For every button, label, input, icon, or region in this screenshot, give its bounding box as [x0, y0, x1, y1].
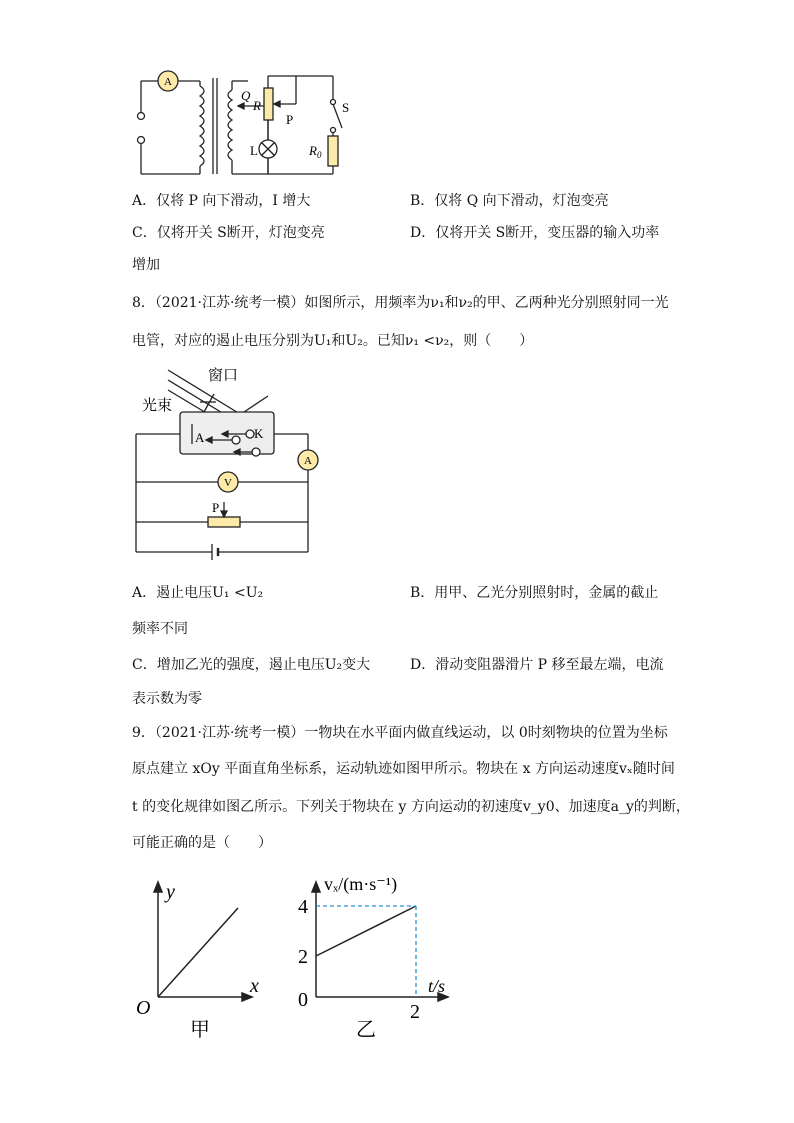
- velocity-time-graph-yi: [290, 866, 470, 1042]
- ammeter-label: A: [164, 76, 172, 88]
- resistor-label-r: R: [253, 98, 261, 113]
- voltmeter-label: V: [224, 477, 232, 489]
- axis-label-t: t/s: [428, 976, 446, 996]
- axis-label-vx: vₓ/(m·s⁻¹): [324, 874, 398, 894]
- origin-label: O: [136, 997, 151, 1019]
- tick-label-2: 2: [298, 946, 308, 968]
- cathode-label: K: [254, 426, 264, 441]
- q8-option-d-continued: 表示数为零: [132, 691, 202, 707]
- q9-stem-line-3: t 的变化规律如图乙所示。下列关于物块在 y 方向运动的初速度v_y0、加速度a_y的判断，: [132, 799, 690, 815]
- q9-stem-line-1: 9．（2021·江苏·统考一模）一物块在水平面内做直线运动，以 0时刻物块的位置为坐标: [132, 725, 668, 741]
- q8-option-c: C．增加乙光的强度，遏止电压U₂变大: [132, 657, 371, 673]
- q7-option-c: C．仅将开关 S断开，灯泡变亮: [132, 225, 325, 241]
- graph-caption-yi: 乙: [356, 1019, 376, 1041]
- q9-stem-line-2: 原点建立 xOy 平面直角坐标系，运动轨迹如图甲所示。物块在 x 方向运动速度vₓ随时间: [132, 761, 675, 777]
- slider-label-p: P: [286, 112, 294, 127]
- axis-label-x: x: [250, 975, 259, 997]
- resistor-label-r0: $R_0$: [309, 143, 322, 160]
- lamp-label-l: L: [250, 143, 258, 158]
- slider-label: P: [212, 500, 220, 515]
- graph-caption-jia: 甲: [190, 1019, 210, 1041]
- tap-label-q: Q: [241, 88, 251, 103]
- q7-option-a: A．仅将 P 向下滑动，I 增大: [132, 193, 311, 209]
- q7-option-b: B．仅将 Q 向下滑动，灯泡变亮: [410, 193, 609, 209]
- q8-option-b-continued: 频率不同: [132, 621, 188, 637]
- q8-option-d: D．滑动变阻器滑片 P 移至最左端，电流: [410, 657, 664, 673]
- transformer-circuit-diagram: [128, 66, 368, 184]
- q9-stem-line-4: 可能正确的是（ ）: [132, 835, 272, 851]
- q7-option-d: D．仅将开关 S断开，变压器的输入功率: [410, 225, 660, 241]
- trajectory-graph-jia: [132, 872, 272, 1042]
- tick-label-0: 0: [298, 989, 308, 1011]
- switch-label-s: S: [342, 100, 350, 115]
- window-label: 窗口: [208, 368, 239, 384]
- q8-option-b: B．用甲、乙光分别照射时，金属的截止: [410, 585, 659, 601]
- tick-label-t2: 2: [410, 1001, 420, 1023]
- q8-stem-line-2: 电管，对应的遏止电压分别为U₁和U₂。已知ν₁ <ν₂，则（ ）: [132, 333, 534, 349]
- anode-label: A: [195, 430, 205, 445]
- q8-option-a: A．遏止电压U₁ <U₂: [132, 585, 264, 601]
- photoelectric-circuit-diagram: [128, 362, 328, 562]
- axis-label-y: y: [166, 881, 175, 903]
- tick-label-4: 4: [298, 896, 308, 918]
- ammeter-label: A: [304, 455, 312, 467]
- q8-stem-line-1: 8．（2021·江苏·统考一模）如图所示，用频率为ν₁和ν₂的甲、乙两种光分别照射同一光: [132, 295, 669, 311]
- beam-label: 光束: [142, 398, 173, 414]
- q7-option-d-continued: 增加: [132, 257, 160, 273]
